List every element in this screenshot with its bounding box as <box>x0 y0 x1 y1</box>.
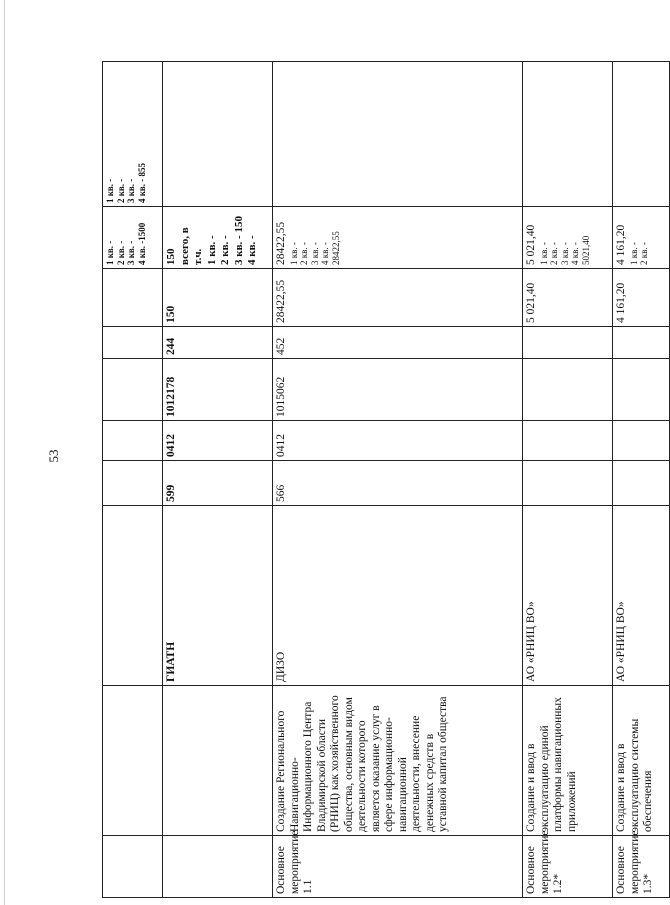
detail-quarters: 1 кв. - 2 кв. - 3 кв. - 4 кв. - 28422,55 <box>288 231 341 265</box>
measure-description: Создание и ввод в эксплуатацию единой платформы навигационных приложений <box>523 686 613 836</box>
cell-empty <box>103 686 163 836</box>
csr-cell: 1015062 <box>273 359 523 421</box>
measure-description: Создание Регионального Навигационно-Информационного Центра Владимирской области (РНИЦ) как хозяйственного общества, основным видом деятельности которого является оказание услуг в сфере информационно-навигационной деятельности, внесение денежных средств в уставной капитал общества <box>273 686 523 836</box>
table-row <box>613 62 670 898</box>
detail-cell: 150 всего, в т.ч. 1 кв. - 2 кв. - 3 кв. - 150 4 кв. - <box>163 207 273 269</box>
table-row <box>163 62 273 898</box>
cell-empty <box>103 836 163 898</box>
binding-edge <box>4 0 5 905</box>
detail-total: 5 021,40 <box>525 224 537 265</box>
detail-quarters: 1 кв. - 2 кв. - 3 кв. - 4 кв. - 5021,40 <box>538 235 591 265</box>
cell-empty <box>163 62 273 207</box>
last-quarters-cell: 1 кв. - 2 кв. - 3 кв. - 4 кв. - 855 <box>103 62 163 207</box>
rzpr-cell: 0412 <box>273 421 523 461</box>
page-number: 53 <box>46 449 61 463</box>
amount-cell: 150 <box>163 269 273 327</box>
cell-empty <box>103 461 163 506</box>
program-table <box>102 61 670 898</box>
grbs-cell: 599 <box>163 461 273 506</box>
cell-empty <box>523 461 613 506</box>
cell-empty <box>523 62 613 207</box>
cell-empty <box>523 421 613 461</box>
detail-total: 28422,55 <box>275 221 287 265</box>
cell-empty <box>103 506 163 686</box>
amount-cell: 28422,55 <box>273 269 523 327</box>
cell-empty <box>163 836 273 898</box>
executor-cell: АО «РНИЦ ВО» <box>523 506 613 686</box>
executor-cell: АО «РНИЦ ВО» <box>613 506 670 686</box>
detail-cell <box>613 207 670 269</box>
table-row <box>273 62 523 898</box>
cell-empty <box>273 62 523 207</box>
csr-cell: 1012178 <box>163 359 273 421</box>
table-row <box>103 62 163 898</box>
cell-empty <box>613 62 670 207</box>
cell-empty <box>613 461 670 506</box>
detail-quarters: 1 кв. - 2 кв. - <box>628 242 649 265</box>
executor-cell: ДИЗО <box>273 506 523 686</box>
grbs-cell: 566 <box>273 461 523 506</box>
vr-cell: 452 <box>273 327 523 359</box>
executor-cell: ГИАТН <box>163 506 273 686</box>
measure-label: Основное мероприятие 1.1 <box>273 836 523 898</box>
amount-cell: 5 021,40 <box>523 269 613 327</box>
cell-empty <box>613 359 670 421</box>
funds-quarters-cell: 1 кв. - 2 кв. - 3 кв. - 4 кв. -1500 <box>103 207 163 269</box>
cell-empty <box>103 359 163 421</box>
cell-empty <box>163 686 273 836</box>
cell-empty <box>103 421 163 461</box>
cell-empty <box>523 327 613 359</box>
cell-empty <box>613 421 670 461</box>
vr-cell: 244 <box>163 327 273 359</box>
measure-label: Основное мероприятие 1.2* <box>523 836 613 898</box>
detail-cell <box>523 207 613 269</box>
rzpr-cell: 0412 <box>163 421 273 461</box>
cell-empty <box>613 327 670 359</box>
measure-description: Создание и ввод в эксплуатацию системы обеспечения <box>613 686 670 836</box>
table-row <box>523 62 613 898</box>
detail-cell <box>273 207 523 269</box>
cell-empty <box>523 359 613 421</box>
detail-total: 4 161,20 <box>615 224 627 265</box>
cell-empty <box>103 327 163 359</box>
rotated-table-region <box>102 62 654 898</box>
measure-label: Основное мероприятие 1.3* <box>613 836 670 898</box>
amount-cell: 4 161,20 <box>613 269 670 327</box>
cell-empty <box>103 269 163 327</box>
